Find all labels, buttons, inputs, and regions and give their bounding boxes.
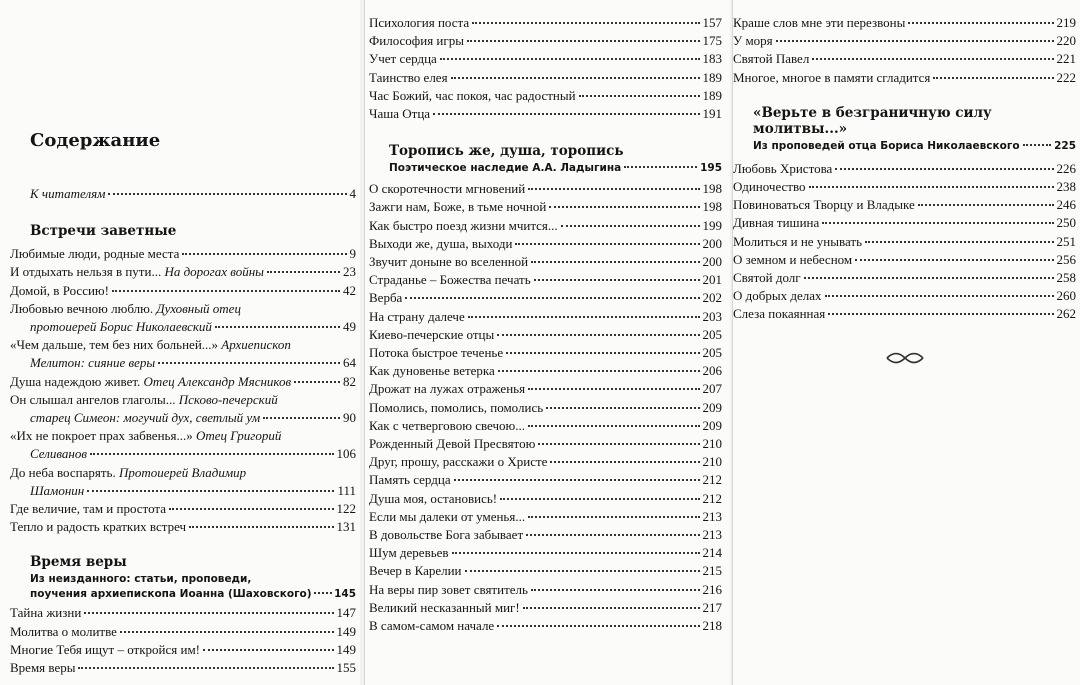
toc-entry[interactable]: [369, 289, 722, 307]
toc-entry[interactable]: [10, 263, 356, 281]
toc-entry[interactable]: [733, 178, 1076, 196]
toc-entry[interactable]: [10, 659, 356, 677]
leader-dots: [776, 40, 1054, 42]
leader-dots: [526, 534, 699, 536]
entry-page: 106: [336, 446, 356, 462]
entry-title: О скоротечности мгновений: [369, 181, 526, 197]
toc-entry[interactable]: [10, 245, 356, 263]
section-subtitle: поучения архиепископа Иоанна (Шаховского): [30, 588, 312, 601]
leader-dots: [267, 271, 340, 273]
entry-title: Помолись, помолись, помолись: [369, 399, 544, 415]
toc-entry[interactable]: [733, 69, 1076, 87]
toc-entry[interactable]: [733, 160, 1076, 178]
toc-entry[interactable]: [10, 282, 356, 300]
toc-entry[interactable]: [369, 453, 722, 471]
leader-dots: [90, 453, 333, 455]
entry-title: Киево-печерские отцы: [369, 326, 495, 342]
entry-title: «Их не покроет прах забвенья...»: [10, 428, 193, 444]
leader-dots: [314, 592, 333, 594]
entry-page: 212: [702, 490, 722, 506]
entry-page: 195: [700, 162, 722, 175]
toc-entry[interactable]: [10, 500, 356, 518]
entry-title: Философия игры: [369, 33, 464, 49]
ornament-icon: [885, 350, 925, 366]
entry-title: На веры пир зовет святитель: [369, 581, 528, 597]
entry-page: 149: [336, 623, 356, 639]
entry-title: Он слышал ангелов глаголы...: [10, 391, 176, 407]
entry-title: Краше слов мне эти перезвоны: [733, 15, 906, 30]
leader-dots: [528, 388, 699, 390]
toc-entry[interactable]: [10, 604, 356, 622]
leader-dots: [1023, 144, 1052, 146]
entry-page: 9: [349, 246, 356, 262]
leader-dots: [933, 77, 1053, 79]
entry-page: 214: [702, 545, 722, 561]
toc-entry[interactable]: [369, 217, 722, 235]
leader-dots: [579, 95, 700, 97]
entry-page: 217: [702, 599, 722, 615]
flourish-ornament: [733, 346, 1076, 373]
entry-page: 82: [343, 373, 356, 389]
entry-title: Память сердца: [369, 472, 451, 488]
toc-entry[interactable]: [369, 362, 722, 380]
toc-entry[interactable]: [733, 50, 1076, 68]
entry-title: Тайна жизни: [10, 605, 82, 621]
leader-dots: [835, 168, 1053, 170]
entry-title: Как дуновенье ветерка: [369, 363, 495, 379]
leader-dots: [215, 326, 340, 328]
entry-title: Друг, прошу, расскажи о Христе: [369, 454, 548, 470]
entry-page: 205: [702, 326, 722, 342]
entry-page: 216: [702, 581, 722, 597]
toc-entry[interactable]: [369, 562, 722, 580]
toc-entry[interactable]: [733, 233, 1076, 251]
toc-entry[interactable]: [733, 287, 1076, 305]
entry-title: Любимые люди, родные места: [10, 246, 180, 262]
entry-title: Как быстро поезд жизни мчится...: [369, 217, 558, 233]
toc-entry[interactable]: [10, 623, 356, 641]
entry-page: 218: [702, 618, 722, 634]
leader-dots: [918, 204, 1054, 206]
toc-entry[interactable]: [369, 69, 722, 87]
leader-dots: [451, 77, 700, 79]
leader-dots: [822, 222, 1053, 224]
entry-page: 111: [337, 482, 356, 498]
entry-title: Повиноваться Творцу и Владыке: [733, 197, 915, 213]
entry-title: К читателям: [30, 186, 106, 201]
leader-dots: [467, 40, 700, 42]
entry-title: Дивная тишина: [733, 215, 820, 231]
entry-title: Многое, многое в памяти сгладится: [733, 69, 931, 85]
entry-title: Вечер в Карелии: [369, 563, 462, 579]
entry-page: 262: [1056, 306, 1076, 322]
entry-title: Потока быстрое теченье: [369, 345, 504, 361]
entry-page: 250: [1056, 215, 1076, 231]
entry-title: Многие Тебя ищут – откройся им!: [10, 641, 201, 657]
entry-page: 215: [702, 563, 722, 579]
entry-title: В самом-самом начале: [369, 618, 495, 634]
section-heading: «Верьте в безграничную силу молитвы...»: [753, 104, 992, 137]
toc-entry[interactable]: [10, 300, 356, 336]
toc-entry[interactable]: [369, 180, 722, 198]
toc-entry[interactable]: [369, 235, 722, 253]
toc-page-left: [0, 0, 360, 685]
toc-entry[interactable]: [369, 105, 722, 123]
toc-entry[interactable]: [10, 518, 356, 536]
toc-entry[interactable]: [369, 344, 722, 362]
entry-page: 225: [1054, 139, 1076, 152]
entry-page: 205: [702, 345, 722, 361]
entry-title: Зажги нам, Боже, в тьме ночной: [369, 199, 547, 215]
toc-entry[interactable]: [369, 617, 722, 635]
section-heading: Время веры: [30, 554, 127, 571]
entry-subtitle: На дорогах войны: [164, 264, 264, 280]
leader-dots: [828, 313, 1053, 315]
entry-subtitle: протоиерей Борис Николаевский: [30, 319, 212, 335]
entry-page: 23: [343, 264, 356, 280]
leader-dots: [804, 277, 1054, 279]
toc-entry[interactable]: [369, 399, 722, 417]
leader-dots: [294, 381, 340, 383]
entry-page: 203: [702, 308, 722, 324]
toc-entry[interactable]: [369, 198, 722, 216]
entry-page: 207: [702, 381, 722, 397]
entry-page: 238: [1056, 179, 1076, 195]
entry-subtitle: старец Симеон: могучий дух, светлый ум: [30, 410, 261, 426]
entry-page: 155: [336, 660, 356, 676]
section-heading: Встречи заветные: [30, 223, 177, 240]
leader-dots: [263, 417, 340, 419]
entry-title: Душа моя, остановись!: [369, 490, 498, 506]
toc-entry[interactable]: [369, 253, 722, 271]
leader-dots: [472, 22, 699, 24]
leader-dots: [497, 334, 699, 336]
entry-page: 213: [702, 508, 722, 524]
leader-dots: [497, 625, 699, 627]
entry-page: 222: [1056, 69, 1076, 85]
leader-dots: [108, 193, 346, 195]
toc-entry-section-sub[interactable]: [10, 586, 356, 602]
toc-entry[interactable]: [733, 251, 1076, 269]
entry-title: Молитва о молитве: [10, 623, 117, 639]
leader-dots: [84, 612, 333, 614]
entry-page: 90: [343, 410, 356, 426]
entry-page: 157: [702, 15, 722, 30]
leader-dots: [468, 316, 700, 318]
leader-dots: [825, 295, 1054, 297]
leader-dots: [203, 649, 333, 651]
toc-entry[interactable]: [10, 336, 356, 372]
toc-entry-intro[interactable]: [10, 185, 356, 203]
entry-page: 220: [1056, 33, 1076, 49]
leader-dots: [78, 667, 333, 669]
entry-title: Любовь Христова: [733, 160, 833, 176]
entry-page: 145: [334, 588, 356, 601]
entry-page: 251: [1056, 233, 1076, 249]
toc-entry[interactable]: [369, 32, 722, 50]
entry-page: 131: [336, 519, 356, 535]
toc-entry-section-sub[interactable]: [369, 160, 722, 176]
entry-title: Рожденный Девой Пресвятою: [369, 436, 536, 452]
entry-title: В довольстве Бога забывает: [369, 527, 524, 543]
toc-page-right: [732, 0, 1080, 685]
entry-page: 147: [336, 605, 356, 621]
toc-entry[interactable]: [10, 427, 356, 463]
entry-title: О добрых делах: [733, 288, 822, 304]
entry-page: 210: [702, 454, 722, 470]
entry-title: Душа надеждою живет.: [10, 373, 141, 389]
entry-page: 200: [702, 235, 722, 251]
leader-dots: [908, 22, 1053, 24]
entry-subtitle: Протоиерей Владимир: [118, 464, 247, 480]
leader-dots: [624, 166, 697, 168]
toc-entry[interactable]: [369, 271, 722, 289]
entry-title: До неба воспарять.: [10, 464, 116, 480]
entry-page: 189: [702, 69, 722, 85]
leader-dots: [865, 241, 1053, 243]
entry-page: 191: [702, 106, 722, 122]
leader-dots: [546, 407, 699, 409]
entry-page: 210: [702, 436, 722, 452]
leader-dots: [528, 516, 699, 518]
entry-page: 226: [1056, 160, 1076, 176]
entry-title: Шум деревьев: [369, 545, 449, 561]
entry-subtitle: Архиепископ: [221, 337, 291, 353]
toc-entry[interactable]: [369, 544, 722, 562]
entry-title: Слеза покаянная: [733, 306, 826, 322]
toc-entry[interactable]: [10, 373, 356, 391]
toc-entry[interactable]: [369, 50, 722, 68]
entry-page: 175: [702, 33, 722, 49]
entry-title: Психология поста: [369, 15, 470, 30]
toc-entry[interactable]: [369, 508, 722, 526]
toc-entry[interactable]: [369, 417, 722, 435]
entry-page: 122: [336, 501, 356, 517]
entry-page: 260: [1056, 288, 1076, 304]
toc-entry[interactable]: [733, 305, 1076, 323]
entry-title: Тепло и радость кратких встреч: [10, 519, 187, 535]
entry-page: 209: [702, 417, 722, 433]
leader-dots: [87, 490, 334, 492]
entry-title: Учет сердца: [369, 51, 437, 67]
entry-page: 201: [702, 272, 722, 288]
entry-page: 213: [702, 527, 722, 543]
leader-dots: [498, 370, 700, 372]
toc-entry[interactable]: [733, 196, 1076, 214]
entry-title: Час Божий, час покоя, час радостный: [369, 87, 576, 103]
entry-page: 198: [702, 181, 722, 197]
entry-title: Как с четверговою свечою...: [369, 417, 525, 433]
entry-page: 199: [702, 217, 722, 233]
section-subtitle: Поэтическое наследие А.А. Ладыгина: [389, 162, 622, 175]
entry-page: 189: [702, 87, 722, 103]
entry-subtitle: Отец Александр Мясников: [143, 373, 292, 389]
leader-dots: [531, 589, 700, 591]
leader-dots: [538, 443, 699, 445]
toc-entry-section-sub[interactable]: [733, 138, 1076, 154]
leader-dots: [440, 58, 700, 60]
entry-page: 258: [1056, 270, 1076, 286]
toc-entry[interactable]: [733, 32, 1076, 50]
entry-subtitle: Шамонин: [30, 482, 85, 498]
leader-dots: [454, 479, 700, 481]
toc-entry[interactable]: [369, 526, 722, 544]
toc-title: Содержание: [30, 130, 161, 151]
entry-page: 49: [343, 319, 356, 335]
entry-subtitle: Мелитон: сияние веры: [30, 355, 156, 371]
section-heading: Торопись же, душа, торопись: [389, 143, 624, 160]
section-subtitle: Из неизданного: статьи, проповеди,: [30, 573, 252, 586]
entry-page: 219: [1056, 15, 1076, 30]
entry-title: У моря: [733, 33, 773, 49]
leader-dots: [515, 243, 699, 245]
leader-dots: [112, 290, 340, 292]
entry-title: Дрожат на лужах отраженья: [369, 381, 526, 397]
leader-dots: [549, 206, 699, 208]
toc-entry[interactable]: [10, 391, 356, 427]
entry-subtitle: Отец Григорий: [195, 428, 282, 444]
section-subtitle: Из проповедей отца Бориса Николаевского: [753, 139, 1020, 152]
toc-entry[interactable]: [369, 14, 722, 32]
leader-dots: [550, 461, 699, 463]
leader-dots: [452, 552, 700, 554]
toc-entry[interactable]: [369, 471, 722, 489]
leader-dots: [809, 186, 1054, 188]
entry-page: 183: [702, 51, 722, 67]
toc-entry[interactable]: [733, 214, 1076, 232]
entry-title: Страданье – Божества печать: [369, 272, 531, 288]
leader-dots: [158, 362, 340, 364]
entry-page: 4: [349, 186, 356, 201]
toc-entry[interactable]: [369, 435, 722, 453]
entry-title: Молиться и не унывать: [733, 233, 863, 249]
leader-dots: [182, 253, 346, 255]
toc-page-middle: [364, 0, 730, 685]
leader-dots: [506, 352, 699, 354]
entry-title: Одиночество: [733, 179, 806, 195]
toc-entry[interactable]: [10, 464, 356, 500]
entry-page: 149: [336, 641, 356, 657]
entry-title: Любовью вечною люблю.: [10, 300, 154, 316]
leader-dots: [465, 570, 700, 572]
leader-dots: [189, 526, 333, 528]
entry-page: 200: [702, 254, 722, 270]
entry-page: 221: [1056, 51, 1076, 67]
entry-title: Выходи же, душа, выходи: [369, 235, 513, 251]
leader-dots: [534, 279, 700, 281]
entry-page: 206: [702, 363, 722, 379]
entry-page: 42: [343, 282, 356, 298]
entry-title: На страну далече: [369, 308, 465, 324]
entry-title: Если мы далеки от уменья...: [369, 508, 526, 524]
entry-title: Звучит доныне во вселенной: [369, 254, 529, 270]
toc-entry[interactable]: [733, 269, 1076, 287]
toc-entry[interactable]: [369, 581, 722, 599]
toc-entry[interactable]: [369, 490, 722, 508]
entry-title: Время веры: [10, 660, 76, 676]
leader-dots: [433, 113, 699, 115]
entry-title: И отдыхать нельзя в пути...: [10, 264, 162, 280]
entry-title: О земном и небесном: [733, 251, 853, 267]
entry-title: Верба: [369, 290, 403, 306]
leader-dots: [523, 607, 700, 609]
toc-entry[interactable]: [369, 380, 722, 398]
toc-entry[interactable]: [733, 14, 1076, 32]
entry-subtitle: Духовный отец: [156, 300, 241, 316]
leader-dots: [500, 498, 699, 500]
entry-page: 256: [1056, 251, 1076, 267]
leader-dots: [855, 259, 1053, 261]
leader-dots: [120, 631, 334, 633]
entry-title: Великий несказанный миг!: [369, 599, 520, 615]
entry-title: Домой, в Россию!: [10, 282, 109, 298]
leader-dots: [405, 297, 699, 299]
toc-entry[interactable]: [10, 641, 356, 659]
leader-dots: [528, 188, 699, 190]
leader-dots: [561, 225, 700, 227]
leader-dots: [528, 425, 700, 427]
toc-entry[interactable]: [369, 308, 722, 326]
leader-dots: [169, 508, 333, 510]
entry-title: Таинство елея: [369, 69, 448, 85]
entry-page: 64: [343, 355, 356, 371]
entry-title: Святой Павел: [733, 51, 810, 67]
toc-entry[interactable]: [369, 599, 722, 617]
entry-title: Святой долг: [733, 270, 801, 286]
entry-title: «Чем дальше, тем без них больней...»: [10, 337, 219, 353]
toc-entry[interactable]: [369, 326, 722, 344]
entry-page: 202: [702, 290, 722, 306]
entry-page: 246: [1056, 197, 1076, 213]
entry-title: Где величие, там и простота: [10, 501, 167, 517]
leader-dots: [812, 58, 1053, 60]
entry-subtitle: Селиванов: [30, 446, 88, 462]
entry-page: 198: [702, 199, 722, 215]
entry-page: 212: [702, 472, 722, 488]
entry-title: Чаша Отца: [369, 106, 431, 122]
entry-subtitle: Псково-печерский: [178, 391, 278, 407]
entry-page: 209: [702, 399, 722, 415]
toc-entry[interactable]: [369, 87, 722, 105]
leader-dots: [531, 261, 699, 263]
